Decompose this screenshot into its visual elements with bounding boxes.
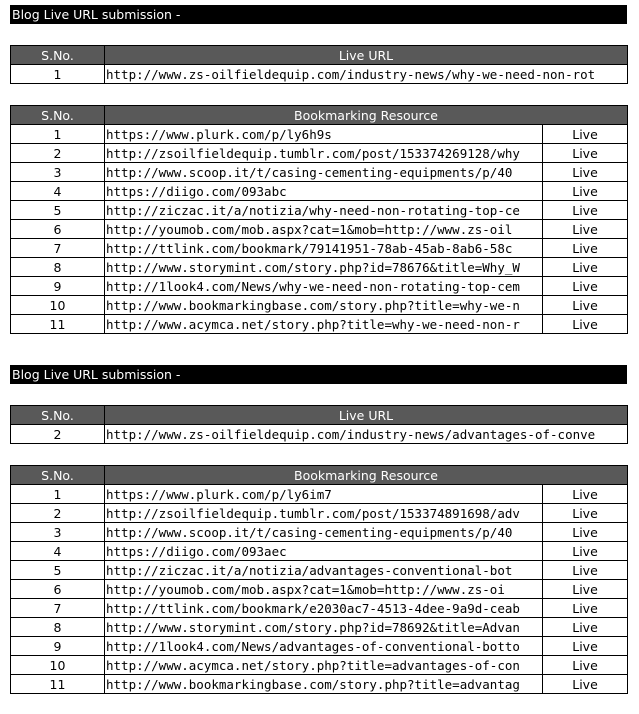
bookmark-url-link[interactable]: http://www.acymca.net/story.php?title=advantages-of-con — [105, 656, 543, 675]
bookmark-url-link[interactable]: https://diigo.com/093abc — [105, 182, 543, 201]
bookmark-url-link[interactable]: http://www.scoop.it/t/casing-cementing-equipments/p/40 — [105, 163, 543, 182]
table-row — [11, 580, 628, 599]
table-row — [11, 599, 628, 618]
bookmark-url-link[interactable]: http://www.scoop.it/t/casing-cementing-equipments/p/40 — [105, 523, 543, 542]
status-cell: Live — [543, 201, 628, 220]
table-row — [11, 239, 628, 258]
live-url-table — [10, 405, 628, 444]
table-row — [11, 425, 628, 444]
live-url-table — [10, 45, 628, 84]
sno-header: S.No. — [11, 406, 105, 425]
bookmark-url-link[interactable]: http://www.bookmarkingbase.com/story.php?title=advantag — [105, 675, 543, 694]
status-cell: Live — [543, 144, 628, 163]
status-cell: Live — [543, 618, 628, 637]
bookmark-url-link[interactable]: http://ziczac.it/a/notizia/advantages-conventional-bot — [105, 561, 543, 580]
sno-cell: 2 — [11, 425, 105, 444]
sno-cell: 4 — [11, 182, 105, 201]
bookmark-url-link[interactable]: http://www.bookmarkingbase.com/story.php?title=why-we-n — [105, 296, 543, 315]
status-cell: Live — [543, 580, 628, 599]
status-cell: Live — [543, 656, 628, 675]
sno-cell: 6 — [11, 580, 105, 599]
bookmark-url-link[interactable]: http://zsoilfieldequip.tumblr.com/post/153374891698/adv — [105, 504, 543, 523]
table-row — [11, 258, 628, 277]
sno-cell: 2 — [11, 144, 105, 163]
table-row — [11, 65, 628, 84]
sno-cell: 5 — [11, 201, 105, 220]
bookmark-table — [10, 105, 628, 334]
status-cell: Live — [543, 277, 628, 296]
table-row — [11, 201, 628, 220]
table-row — [11, 182, 628, 201]
table-row — [11, 656, 628, 675]
sno-cell: 8 — [11, 258, 105, 277]
table-row — [11, 220, 628, 239]
sno-cell: 3 — [11, 163, 105, 182]
table-row — [11, 637, 628, 656]
status-cell: Live — [543, 561, 628, 580]
table-row — [11, 542, 628, 561]
bookmarking-resource-header: Bookmarking Resource — [105, 466, 628, 485]
status-cell: Live — [543, 182, 628, 201]
table-row — [11, 315, 628, 334]
bookmark-url-link[interactable]: http://ttlink.com/bookmark/e2030ac7-4513-4dee-9a9d-ceab — [105, 599, 543, 618]
sno-cell: 1 — [11, 485, 105, 504]
status-cell: Live — [543, 504, 628, 523]
table-row — [11, 125, 628, 144]
sno-cell: 1 — [11, 65, 105, 84]
bookmark-url-link[interactable]: https://diigo.com/093aec — [105, 542, 543, 561]
status-cell: Live — [543, 163, 628, 182]
sno-cell: 8 — [11, 618, 105, 637]
sno-cell: 5 — [11, 561, 105, 580]
table-row — [11, 618, 628, 637]
sno-cell: 11 — [11, 315, 105, 334]
status-cell: Live — [543, 258, 628, 277]
section-title: Blog Live URL submission - — [10, 365, 627, 384]
bookmark-url-link[interactable]: http://youmob.com/mob.aspx?cat=1&mob=http://www.zs-oi — [105, 580, 543, 599]
bookmark-url-link[interactable]: http://1look4.com/News/why-we-need-non-rotating-top-cem — [105, 277, 543, 296]
status-cell: Live — [543, 637, 628, 656]
sno-cell: 10 — [11, 296, 105, 315]
sno-cell: 10 — [11, 656, 105, 675]
table-row — [11, 296, 628, 315]
live-url-link[interactable]: http://www.zs-oilfieldequip.com/industry-news/advantages-of-conve — [105, 425, 628, 444]
sno-cell: 9 — [11, 277, 105, 296]
status-cell: Live — [543, 220, 628, 239]
bookmark-table — [10, 465, 628, 694]
bookmark-url-link[interactable]: https://www.plurk.com/p/ly6h9s — [105, 125, 543, 144]
table-row — [11, 675, 628, 694]
status-cell: Live — [543, 296, 628, 315]
status-cell: Live — [543, 485, 628, 504]
sno-header: S.No. — [11, 106, 105, 125]
status-cell: Live — [543, 125, 628, 144]
sno-cell: 9 — [11, 637, 105, 656]
table-row — [11, 485, 628, 504]
bookmark-url-link[interactable]: http://ziczac.it/a/notizia/why-need-non-rotating-top-ce — [105, 201, 543, 220]
bookmark-url-link[interactable]: http://youmob.com/mob.aspx?cat=1&mob=http://www.zs-oil — [105, 220, 543, 239]
live-url-header: Live URL — [105, 406, 628, 425]
bookmark-url-link[interactable]: http://ttlink.com/bookmark/79141951-78ab-45ab-8ab6-58c — [105, 239, 543, 258]
table-row — [11, 523, 628, 542]
status-cell: Live — [543, 675, 628, 694]
sno-cell: 3 — [11, 523, 105, 542]
bookmark-url-link[interactable]: http://www.acymca.net/story.php?title=why-we-need-non-r — [105, 315, 543, 334]
sno-cell: 6 — [11, 220, 105, 239]
bookmark-url-link[interactable]: http://www.storymint.com/story.php?id=78676&title=Why_W — [105, 258, 543, 277]
bookmark-url-link[interactable]: http://www.storymint.com/story.php?id=78692&title=Advan — [105, 618, 543, 637]
table-row — [11, 277, 628, 296]
sno-cell: 2 — [11, 504, 105, 523]
table-row — [11, 144, 628, 163]
table-row — [11, 163, 628, 182]
bookmark-url-link[interactable]: http://zsoilfieldequip.tumblr.com/post/153374269128/why — [105, 144, 543, 163]
table-row — [11, 504, 628, 523]
status-cell: Live — [543, 315, 628, 334]
table-row — [11, 561, 628, 580]
sno-cell: 7 — [11, 599, 105, 618]
live-url-link[interactable]: http://www.zs-oilfieldequip.com/industry-news/why-we-need-non-rot — [105, 65, 628, 84]
section-title: Blog Live URL submission - — [10, 5, 627, 24]
status-cell: Live — [543, 239, 628, 258]
sno-cell: 4 — [11, 542, 105, 561]
sno-header: S.No. — [11, 46, 105, 65]
bookmarking-resource-header: Bookmarking Resource — [105, 106, 628, 125]
bookmark-url-link[interactable]: https://www.plurk.com/p/ly6im7 — [105, 485, 543, 504]
bookmark-url-link[interactable]: http://1look4.com/News/advantages-of-conventional-botto — [105, 637, 543, 656]
sno-header: S.No. — [11, 466, 105, 485]
status-cell: Live — [543, 523, 628, 542]
live-url-header: Live URL — [105, 46, 628, 65]
sno-cell: 11 — [11, 675, 105, 694]
sno-cell: 1 — [11, 125, 105, 144]
status-cell: Live — [543, 599, 628, 618]
status-cell: Live — [543, 542, 628, 561]
sno-cell: 7 — [11, 239, 105, 258]
